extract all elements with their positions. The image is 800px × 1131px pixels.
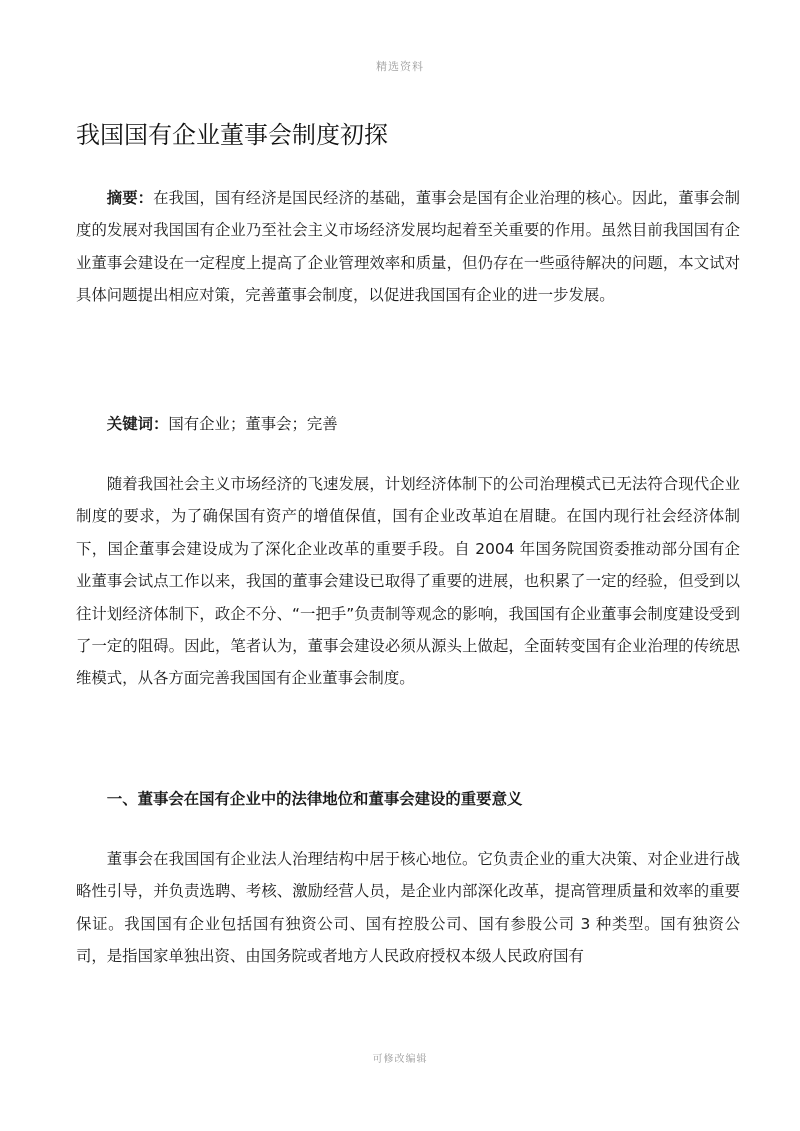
abstract-text: 在我国，国有经济是国民经济的基础，董事会是国有企业治理的核心。因此，董事会制度的发展对我国国有企业乃至社会主义市场经济发展均起着至关重要的作用。虽然目前我国国有企业董事会建设在一定程度上提高了企业管理效率和质量，但仍存在一些亟待解决的问题，本文试对具体问题提出相应对策，完善董事会制度，以促进我国国有企业的进一步发展。 <box>76 189 740 305</box>
abstract-paragraph <box>76 182 740 312</box>
section-1-paragraph: 董事会在我国国有企业法人治理结构中居于核心地位。它负责企业的重大决策、对企业进行战略性引导，并负责选聘、考核、激励经营人员，是企业内部深化改革，提高管理质量和效率的重要保证。我国国有企业包括国有独资公司、国有控股公司、国有参股公司 3 种类型。国有独资公司，是指国家单独出资、由国务院或者地方人民政府授权本级人民政府国有 <box>76 850 740 966</box>
footer-watermark: 可修改编辑 <box>372 1054 428 1065</box>
document-title: 我国国有企业董事会制度初探 <box>76 121 388 149</box>
keywords-paragraph <box>76 408 740 440</box>
header-watermark: 精选资料 <box>376 60 424 73</box>
section-heading-1: 一、董事会在国有企业中的法律地位和董事会建设的重要意义 <box>106 790 523 808</box>
abstract-label: 摘要： <box>106 189 154 207</box>
intro-paragraph: 随着我国社会主义市场经济的飞速发展，计划经济体制下的公司治理模式已无法符合现代企业制度的要求，为了确保国有资产的增值保值，国有企业改革迫在眉睫。在国内现行社会经济体制下，国企董事会建设成为了深化企业改革的重要手段。自 2004 年国务院国资委推动部分国有企业董事会试点工作以来，我国的董事会建设已取得了重要的进展，也积累了一定的经验，但受到以往计划经济体制下，政企不分、“一把手”负责制等观念的影响，我国国有企业董事会制度建设受到了一定的阻碍。因此，笔者认为，董事会建设必须从源头上做起，全面转变国有企业治理的传统思维模式，从各方面完善我国国有企业董事会制度。 <box>76 475 740 688</box>
keywords-label: 关键词： <box>106 415 169 433</box>
keywords-text: 国有企业；董事会；完善 <box>168 415 338 433</box>
